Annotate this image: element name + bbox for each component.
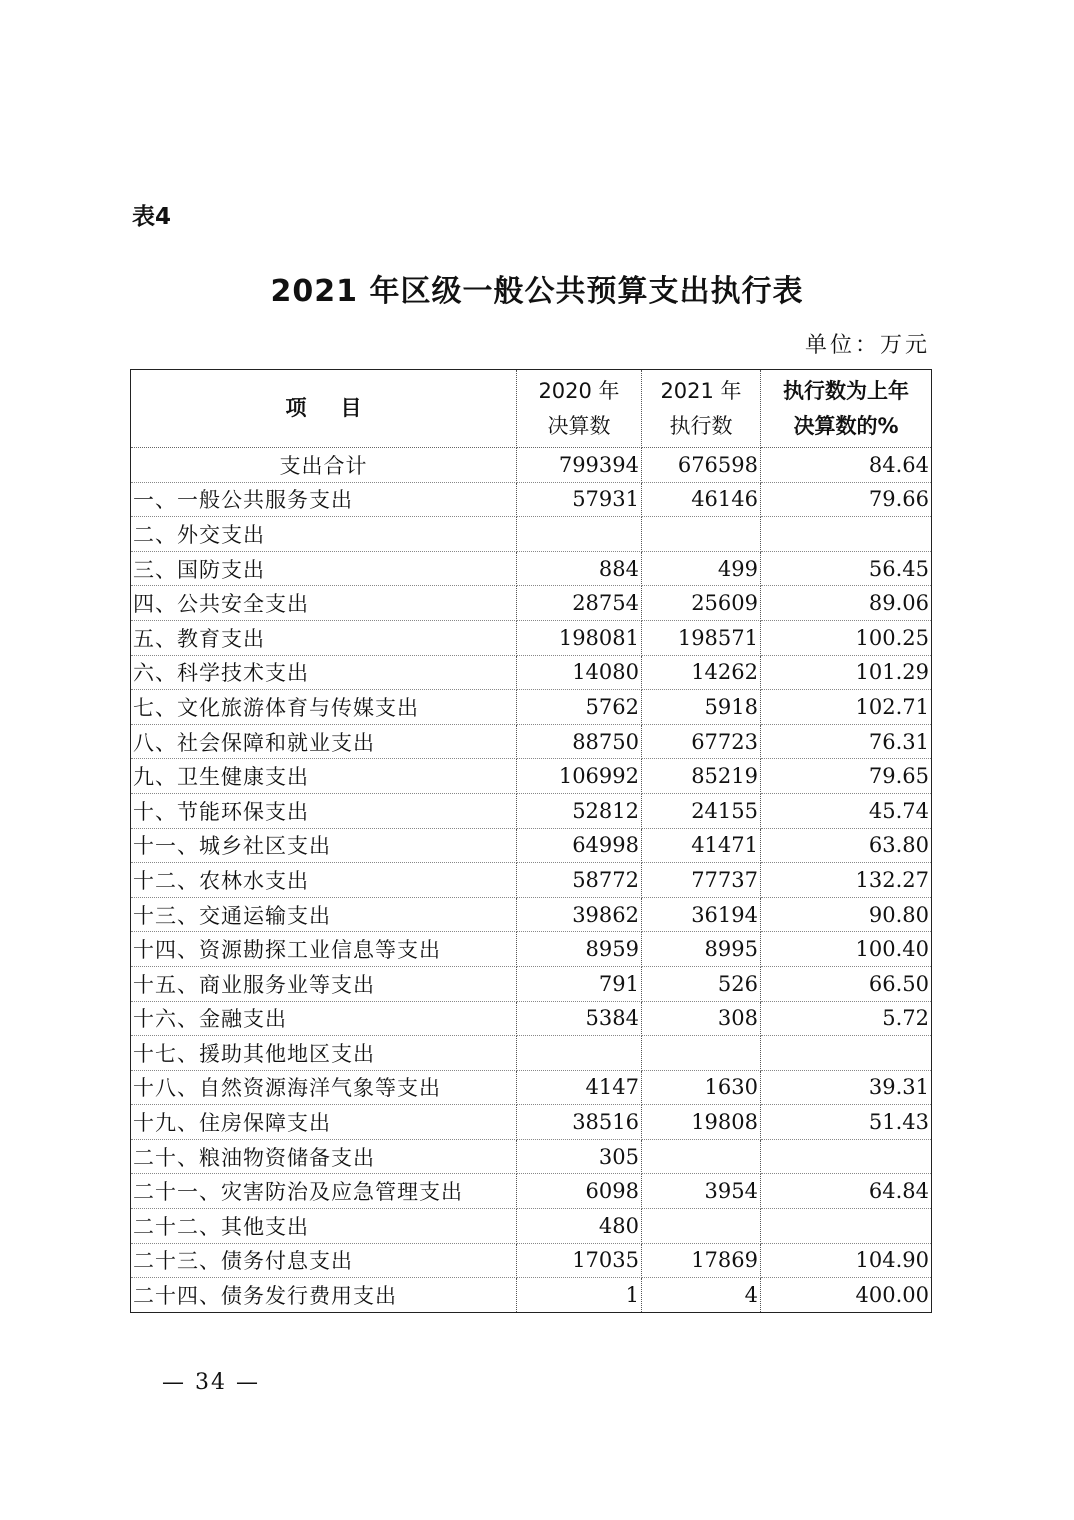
row-percent: 90.80 [761, 897, 932, 932]
row-2020-value: 198081 [517, 620, 642, 655]
header-2021-line2: 执行数 [669, 413, 733, 438]
row-name: 七、文化旅游体育与传媒支出 [131, 690, 517, 725]
row-name: 二十二、其他支出 [131, 1209, 517, 1244]
table-row [131, 1036, 932, 1071]
row-2021-value: 41471 [642, 828, 761, 863]
row-2020-value: 106992 [517, 759, 642, 794]
row-2020-value: 28754 [517, 586, 642, 621]
row-percent [761, 517, 932, 552]
row-2021-value: 19808 [642, 1105, 761, 1140]
row-2020-value: 791 [517, 966, 642, 1001]
row-2021-value: 198571 [642, 620, 761, 655]
row-2021-value [642, 1139, 761, 1174]
row-2020-value: 480 [517, 1209, 642, 1244]
row-2021-value: 46146 [642, 482, 761, 517]
row-percent: 79.66 [761, 482, 932, 517]
table-row [131, 690, 932, 725]
row-name: 十五、商业服务业等支出 [131, 966, 517, 1001]
row-2021-value: 14262 [642, 655, 761, 690]
row-2021-value [642, 517, 761, 552]
table-row [131, 551, 932, 586]
row-percent: 64.84 [761, 1174, 932, 1209]
row-2020-value [517, 1036, 642, 1071]
row-2020-value: 884 [517, 551, 642, 586]
table-row [131, 482, 932, 517]
header-2020-line2: 决算数 [547, 413, 611, 438]
row-name: 一、一般公共服务支出 [131, 482, 517, 517]
header-2020-line1: 2020 年 [538, 378, 620, 403]
row-2020-value: 305 [517, 1139, 642, 1174]
row-name: 十四、资源勘探工业信息等支出 [131, 932, 517, 967]
row-2021-value: 85219 [642, 759, 761, 794]
header-2021-line1: 2021 年 [660, 378, 742, 403]
row-percent [761, 1209, 932, 1244]
table-body [131, 448, 932, 1313]
page-number: — 34 — [162, 1370, 260, 1395]
row-name: 十二、农林水支出 [131, 863, 517, 898]
row-name: 十、节能环保支出 [131, 793, 517, 828]
row-name: 五、教育支出 [131, 620, 517, 655]
row-percent: 132.27 [761, 863, 932, 898]
row-2020-value: 38516 [517, 1105, 642, 1140]
row-2020-value: 4147 [517, 1070, 642, 1105]
row-2021-value [642, 1209, 761, 1244]
table-row [131, 966, 932, 1001]
row-2021-value: 4 [642, 1278, 761, 1313]
row-percent: 45.74 [761, 793, 932, 828]
row-2021-value: 67723 [642, 724, 761, 759]
row-name: 十七、援助其他地区支出 [131, 1036, 517, 1071]
table-row [131, 1139, 932, 1174]
table-row [131, 1174, 932, 1209]
row-percent: 79.65 [761, 759, 932, 794]
table-row [131, 759, 932, 794]
table-row [131, 1070, 932, 1105]
unit-label: 单位：万元 [804, 333, 930, 358]
header-percent-line1: 执行数为上年 [783, 378, 909, 403]
row-name: 二十、粮油物资储备支出 [131, 1139, 517, 1174]
row-name: 六、科学技术支出 [131, 655, 517, 690]
row-name: 十八、自然资源海洋气象等支出 [131, 1070, 517, 1105]
row-name: 支出合计 [131, 448, 517, 483]
table-row [131, 1105, 932, 1140]
row-name: 三、国防支出 [131, 551, 517, 586]
row-2020-value: 1 [517, 1278, 642, 1313]
row-2021-value: 676598 [642, 448, 761, 483]
header-item: 项目 [131, 370, 517, 448]
row-percent [761, 1139, 932, 1174]
row-2021-value: 308 [642, 1001, 761, 1036]
row-2021-value: 36194 [642, 897, 761, 932]
header-percent [761, 370, 932, 448]
table-row [131, 1243, 932, 1278]
header-percent-line2: 决算数的% [793, 413, 899, 438]
page-title: 2021 年区级一般公共预算支出执行表 [270, 274, 804, 309]
header-2021 [642, 370, 761, 448]
row-name: 十三、交通运输支出 [131, 897, 517, 932]
row-2020-value: 17035 [517, 1243, 642, 1278]
table-row [131, 828, 932, 863]
row-percent: 5.72 [761, 1001, 932, 1036]
row-name: 九、卫生健康支出 [131, 759, 517, 794]
row-percent: 63.80 [761, 828, 932, 863]
row-name: 二十四、债务发行费用支出 [131, 1278, 517, 1313]
row-2020-value: 5384 [517, 1001, 642, 1036]
row-percent: 101.29 [761, 655, 932, 690]
row-percent: 100.25 [761, 620, 932, 655]
row-2020-value: 14080 [517, 655, 642, 690]
row-name: 十六、金融支出 [131, 1001, 517, 1036]
row-2021-value: 5918 [642, 690, 761, 725]
row-name: 四、公共安全支出 [131, 586, 517, 621]
row-2021-value: 499 [642, 551, 761, 586]
row-2020-value: 52812 [517, 793, 642, 828]
row-2020-value: 57931 [517, 482, 642, 517]
table-row [131, 897, 932, 932]
row-percent: 76.31 [761, 724, 932, 759]
table-row [131, 1209, 932, 1244]
row-2020-value: 58772 [517, 863, 642, 898]
row-2021-value: 1630 [642, 1070, 761, 1105]
row-name: 十九、住房保障支出 [131, 1105, 517, 1140]
table-row [131, 448, 932, 483]
row-2020-value: 88750 [517, 724, 642, 759]
table-row [131, 655, 932, 690]
row-percent [761, 1036, 932, 1071]
row-2020-value: 64998 [517, 828, 642, 863]
table-row [131, 586, 932, 621]
row-2021-value: 3954 [642, 1174, 761, 1209]
row-name: 二十一、灾害防治及应急管理支出 [131, 1174, 517, 1209]
row-name: 八、社会保障和就业支出 [131, 724, 517, 759]
row-percent: 104.90 [761, 1243, 932, 1278]
table-row [131, 517, 932, 552]
row-percent: 400.00 [855, 1283, 929, 1308]
row-2021-value [642, 1036, 761, 1071]
table-row [131, 793, 932, 828]
table-label: 表4 [132, 204, 172, 230]
row-percent: 89.06 [761, 586, 932, 621]
row-2021-value: 25609 [642, 586, 761, 621]
row-2020-value: 5762 [517, 690, 642, 725]
table-row [131, 1001, 932, 1036]
table-row [131, 863, 932, 898]
table-header-row [131, 370, 932, 448]
table-row [131, 1278, 932, 1313]
row-2021-value: 77737 [642, 863, 761, 898]
row-percent: 100.40 [761, 932, 932, 967]
row-2020-value [517, 517, 642, 552]
row-percent: 102.71 [761, 690, 932, 725]
table-row [131, 724, 932, 759]
row-2020-value: 39862 [517, 897, 642, 932]
row-2021-value: 17869 [642, 1243, 761, 1278]
table-row [131, 932, 932, 967]
row-percent: 84.64 [761, 448, 932, 483]
row-2020-value: 6098 [517, 1174, 642, 1209]
row-name: 十一、城乡社区支出 [131, 828, 517, 863]
row-percent: 51.43 [761, 1105, 932, 1140]
row-name: 二、外交支出 [131, 517, 517, 552]
row-percent: 39.31 [761, 1070, 932, 1105]
row-percent: 66.50 [761, 966, 932, 1001]
row-2021-value: 8995 [642, 932, 761, 967]
row-2020-value: 8959 [517, 932, 642, 967]
row-percent: 56.45 [761, 551, 932, 586]
header-2020 [517, 370, 642, 448]
table-row [131, 620, 932, 655]
budget-table [130, 369, 932, 1313]
row-name: 二十三、债务付息支出 [131, 1243, 517, 1278]
row-2020-value: 799394 [517, 448, 642, 483]
row-2021-value: 24155 [642, 793, 761, 828]
row-2021-value: 526 [642, 966, 761, 1001]
